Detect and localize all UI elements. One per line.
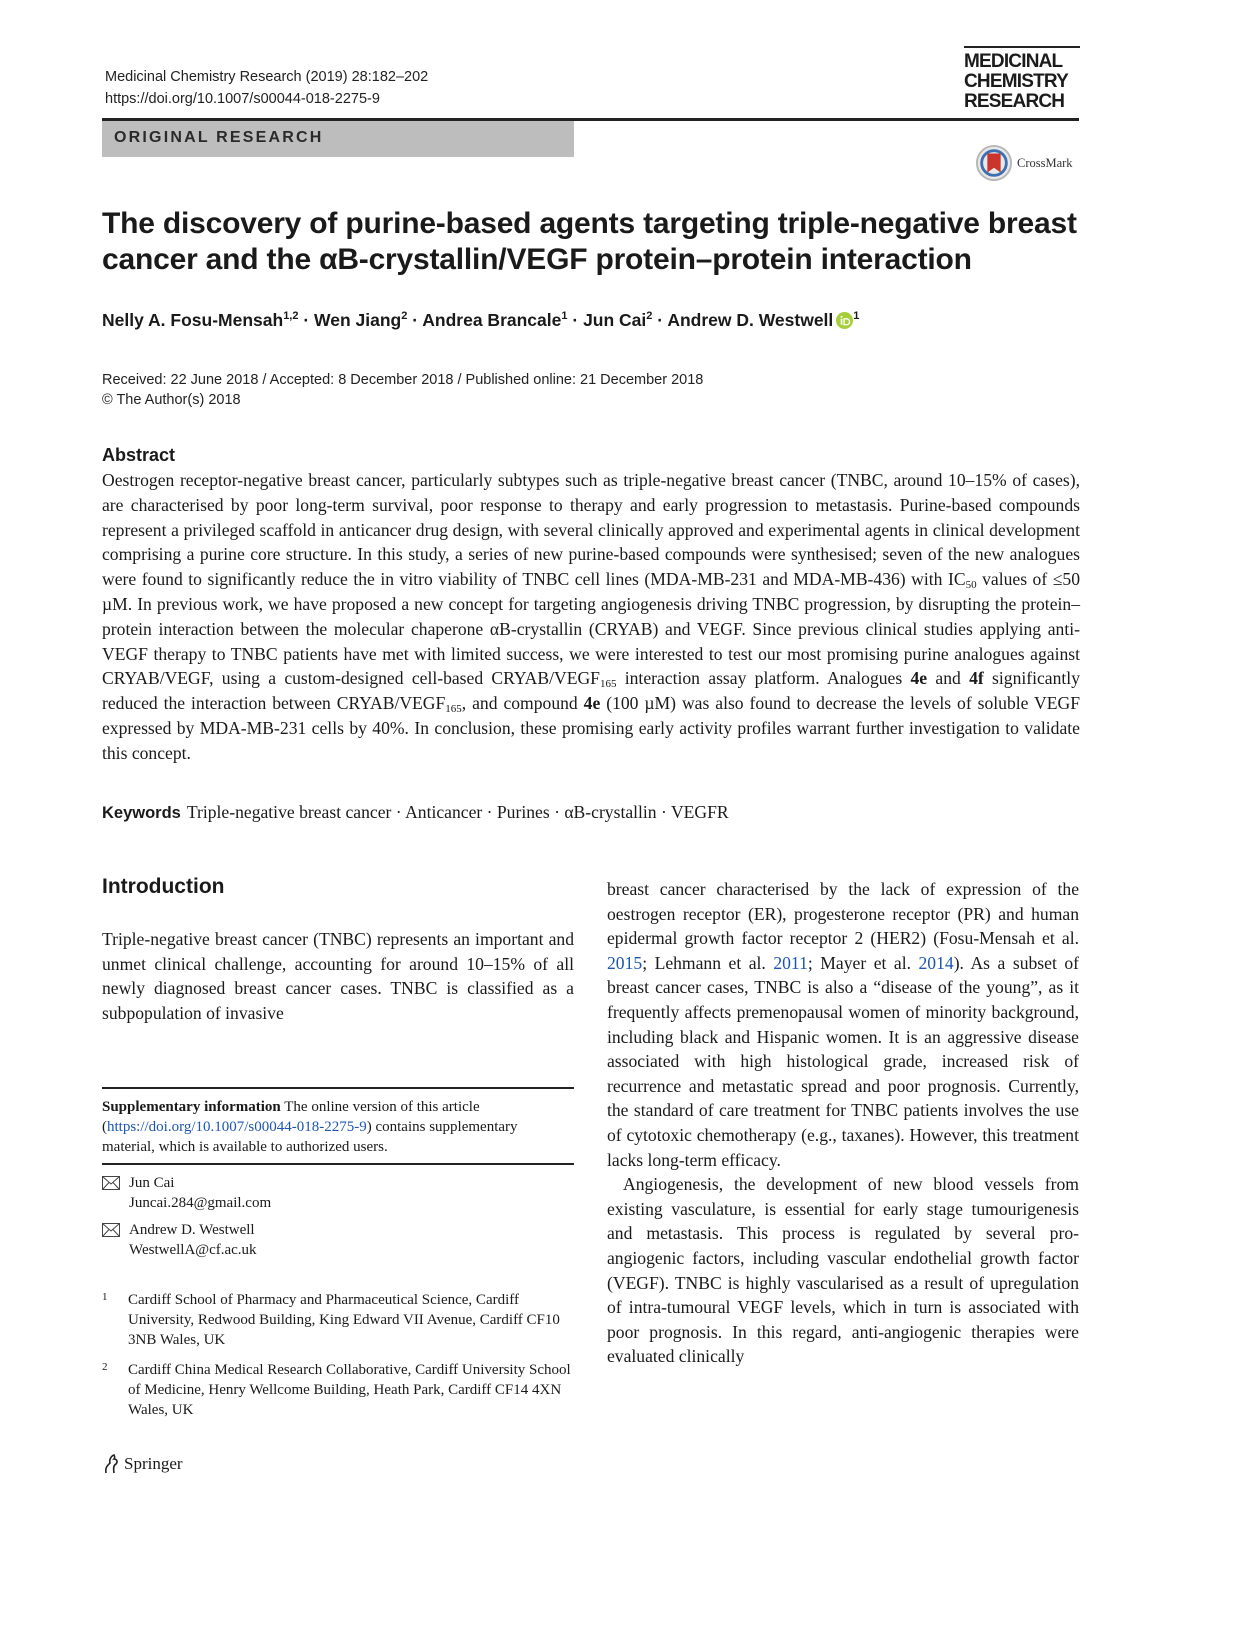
author-separator: ·	[652, 310, 668, 330]
corresponding-author	[102, 1220, 257, 1260]
author-name[interactable]: Andrew D. Westwell $^1$	[667, 310, 860, 330]
article-type-banner	[102, 121, 574, 157]
keywords-label: Keywords	[102, 804, 181, 822]
author-affiliation-marker: 2	[401, 310, 408, 323]
affiliation	[102, 1360, 574, 1420]
logo-line: RESEARCH	[964, 91, 1065, 112]
intro-paragraph: breast cancer characterised by the lack of expression of the oestrogen receptor (ER), progesterone receptor (PR) and human epidermal growth factor receptor 2 (HER2) (Fosu-Mensah et al. 2015; Lehmann et al. 2011; Mayer et al. 2014). As a subset of breast cancer cases, TNBC is also a “disease of the young”, as it frequently affects premenopausal women of minority background, including black and Hispanic women. It is an aggressive disease associated with high histological grade, increased risk of recurrence and metastatic spread and poor prognosis. Currently, the standard of care treatment for TNBC patients involves the use of cytotoxic chemotherapy (e.g., taxanes). However, this treatment lacks long-term efficacy.	[607, 879, 1079, 1170]
keywords	[102, 802, 1080, 823]
publication-dates	[102, 370, 703, 410]
orcid-icon[interactable]	[836, 312, 853, 329]
copyright-line: © The Author(s) 2018	[102, 392, 241, 408]
affiliation	[102, 1290, 574, 1350]
doi-link[interactable]: https://doi.org/10.1007/s00044-018-2275-9	[105, 91, 380, 107]
footnote-rule	[102, 1087, 574, 1089]
abstract-heading: Abstract	[102, 445, 176, 465]
corresponding-author	[102, 1173, 271, 1213]
intro-right-column	[607, 877, 1079, 1369]
author-separator: ·	[407, 310, 423, 330]
dates-line: Received: 22 June 2018 / Accepted: 8 December 2018 / Published online: 21 December 2018	[102, 372, 704, 388]
crossmark-label: CrossMark	[1017, 155, 1073, 170]
logo-line: MEDICINAL	[964, 51, 1063, 72]
author-affiliation-marker: 1	[853, 310, 860, 323]
author-name[interactable]: Wen Jiang$^2$	[314, 310, 408, 330]
affiliation-text: Cardiff School of Pharmacy and Pharmaceutical Science, Cardiff University, Redwood Building, King Edward VII Avenue, Cardiff CF10 3NB Wales, UK	[128, 1292, 560, 1348]
abstract-text: Oestrogen receptor-negative breast cancer, particularly subtypes such as triple-negative breast cancer (TNBC, around 10–15% of cases), are characterised by poor long-term survival, poor response to therapy and early progression to metastasis. Purine-based compounds represent a privileged scaffold in anticancer drug design, with several clinically approved and experimental agents in clinical development comprising a purine core structure. In this study, a series of new purine-based compounds were synthesised; seven of the new analogues were found to significantly reduce the in vitro viability of TNBC cell lines (MDA-MB-231 and MDA-MB-436) with $IC_{50}$ values of ≤50 µM. In previous work, we have proposed a new concept for targeting angiogenesis driving TNBC progression, by disrupting the protein–protein interaction between the molecular chaperone αB-crystallin (CRYAB) and VEGF. Since previous clinical studies applying anti-VEGF therapy to TNBC patients have met with limited success, we were interested to test our most promising purine analogues against CRYAB/VEGF, using a custom-designed cell-based CRYAB/$VEGF_{165}$ interaction assay platform. Analogues 4e and 4f significantly reduced the interaction between CRYAB/$VEGF_{165}$, and compound 4e (100 µM) was also found to decrease the levels of soluble VEGF expressed by MDA-MB-231 cells by 40%. In conclusion, these promising early activity profiles warrant further investigation to validate this concept.	[102, 470, 1080, 763]
contact-email[interactable]: WestwellA@cf.ac.uk	[129, 1242, 257, 1258]
introduction-heading: Introduction	[102, 875, 225, 898]
envelope-icon	[102, 1223, 120, 1237]
contact-email[interactable]: Juncai.284@gmail.com	[129, 1195, 272, 1211]
springer-horse-icon	[102, 1453, 120, 1475]
author-name[interactable]: Andrea Brancale$^1$	[422, 310, 568, 330]
publisher-footer	[102, 1453, 183, 1475]
keywords-list: Triple-negative breast cancer · Anticancer · Purines · αB-crystallin · VEGFR	[186, 802, 729, 822]
contact-name: Andrew D. Westwell	[129, 1222, 255, 1238]
author-list	[102, 310, 859, 331]
supplementary-info	[102, 1097, 574, 1157]
journal-line: Medicinal Chemistry Research (2019) 28:182–202	[105, 69, 429, 85]
author-affiliation-marker: 1,2	[283, 310, 299, 323]
supp-label: Supplementary information	[102, 1099, 281, 1115]
logo-line: CHEMISTRY	[964, 71, 1068, 92]
supp-text: The online version of this article (https://doi.org/10.1007/s00044-018-2275-9) contains supplementary material, which is available to authorized users.	[102, 1099, 518, 1155]
author-name[interactable]: Nelly A. Fosu-Mensah$^{1,2}$	[102, 310, 299, 330]
affiliation-number: 1	[102, 1291, 108, 1303]
intro-paragraph: Angiogenesis, the development of new blood vessels from existing vasculature, is essential for early stage tumourigenesis and metastasis. This process is regulated by several pro-angiogenic factors, including vascular endothelial growth factor (VEGF). TNBC is highly vascularised as a result of upregulation of intra-tumoural VEGF levels, which in turn is associated with poor prognosis. In this regard, anti-angiogenic therapies were evaluated clinically	[607, 1174, 1079, 1367]
journal-citation	[105, 66, 428, 110]
affiliation-number: 2	[102, 1361, 108, 1373]
author-affiliation-marker: 1	[561, 310, 568, 323]
article-type-label: ORIGINAL RESEARCH	[114, 129, 324, 146]
contact-name: Jun Cai	[129, 1175, 175, 1191]
affiliation-text: Cardiff China Medical Research Collaborative, Cardiff University School of Medicine, Henry Wellcome Building, Heath Park, Cardiff CF14 4XN Wales, UK	[128, 1362, 571, 1418]
publisher-name: Springer	[124, 1454, 183, 1473]
envelope-icon	[102, 1176, 120, 1190]
author-name[interactable]: Jun Cai$^2$	[583, 310, 653, 330]
journal-logo	[964, 46, 1080, 112]
author-affiliation-marker: 2	[646, 310, 653, 323]
author-separator: ·	[567, 310, 584, 330]
footnote-rule	[102, 1163, 574, 1165]
article-title: The discovery of purine-based agents targeting triple-negative breast cancer and the αB-crystallin/VEGF protein–protein interaction	[102, 207, 1077, 276]
crossmark-badge[interactable]	[975, 143, 1073, 183]
intro-left-paragraph: Triple-negative breast cancer (TNBC) represents an important and unmet clinical challenge, accounting for around 10–15% of all newly diagnosed breast cancer cases. TNBC is classified as a subpopulation of invasive	[102, 929, 574, 1023]
crossmark-icon	[975, 144, 1013, 182]
author-separator: ·	[298, 310, 315, 330]
